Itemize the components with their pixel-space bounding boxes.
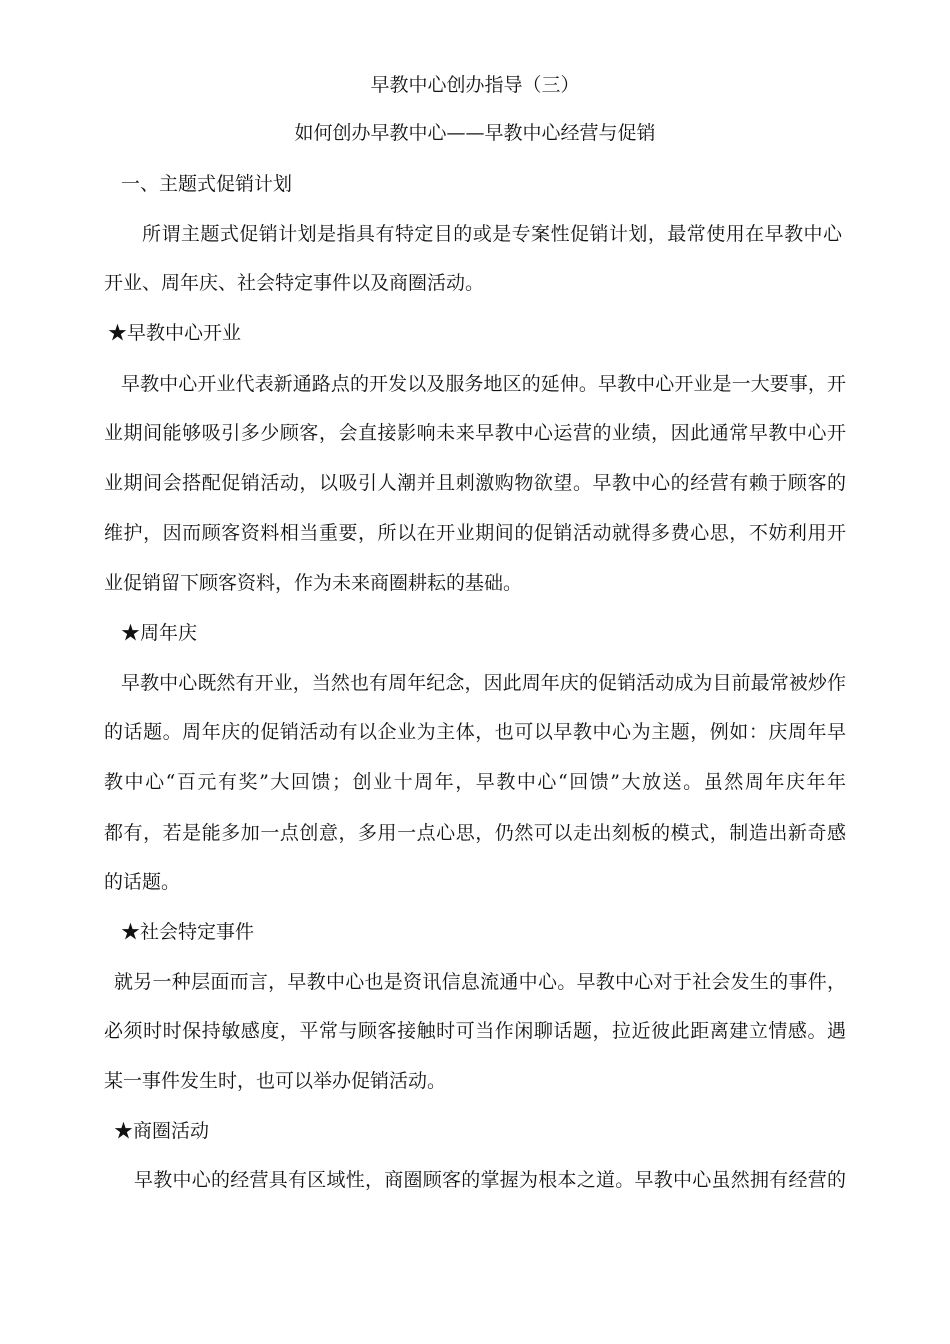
social-events-line-1: 就另一种层面而言，早教中心也是资讯信息流通中心。早教中心对于社会发生的事件， [114,971,847,993]
document-subtitle: 如何创办早教中心——早教中心经营与促销 [294,122,656,144]
opening-line-3: 业期间会搭配促销活动，以吸引人潮并且刺激购物欲望。早教中心的经营有赖于顾客的 [104,472,847,494]
document-title: 早教中心创办指导（三） [370,74,580,96]
business-district-line-1: 早教中心的经营具有区域性，商圈顾客的掌握为根本之道。早教中心虽然拥有经营的 [134,1169,847,1191]
opening-line-4: 维护，因而顾客资料相当重要，所以在开业期间的促销活动就得多费心思，不妨利用开 [104,522,847,544]
anniversary-line-2: 的话题。周年庆的促销活动有以企业为主体，也可以早教中心为主题，例如：庆周年早 [104,721,847,743]
subheading-opening: ★早教中心开业 [108,322,242,344]
subheading-social-events: ★社会特定事件 [121,921,255,943]
anniversary-line-1: 早教中心既然有开业，当然也有周年纪念，因此周年庆的促销活动成为目前最常被炒作 [121,672,847,694]
anniversary-line-5: 的话题。 [104,871,181,893]
opening-line-1: 早教中心开业代表新通路点的开发以及服务地区的延伸。早教中心开业是一大要事，开 [121,373,847,395]
opening-line-5: 业促销留下顾客资料，作为未来商圈耕耘的基础。 [104,572,523,594]
intro-line-2: 开业、周年庆、社会特定事件以及商圈活动。 [104,272,485,294]
subheading-anniversary: ★周年庆 [121,622,198,644]
anniversary-line-4: 都有，若是能多加一点创意，多用一点心思，仍然可以走出刻板的模式，制造出新奇感 [104,822,847,844]
anniversary-line-3: 教中心“百元有奖”大回馈；创业十周年，早教中心“回馈”大放送。虽然周年庆年年 [104,771,848,793]
intro-line-1: 所谓主题式促销计划是指具有特定目的或是专案性促销计划，最常使用在早教中心 [142,223,843,245]
subheading-business-district: ★商圈活动 [114,1120,210,1142]
section-heading-promotion-plan: 一、主题式促销计划 [121,173,293,195]
opening-line-2: 业期间能够吸引多少顾客，会直接影响未来早教中心运营的业绩，因此通常早教中心开 [104,422,847,444]
social-events-line-3: 某一事件发生时，也可以举办促销活动。 [104,1070,447,1092]
social-events-line-2: 必须时时保持敏感度，平常与顾客接触时可当作闲聊话题，拉近彼此距离建立情感。遇 [104,1020,847,1042]
